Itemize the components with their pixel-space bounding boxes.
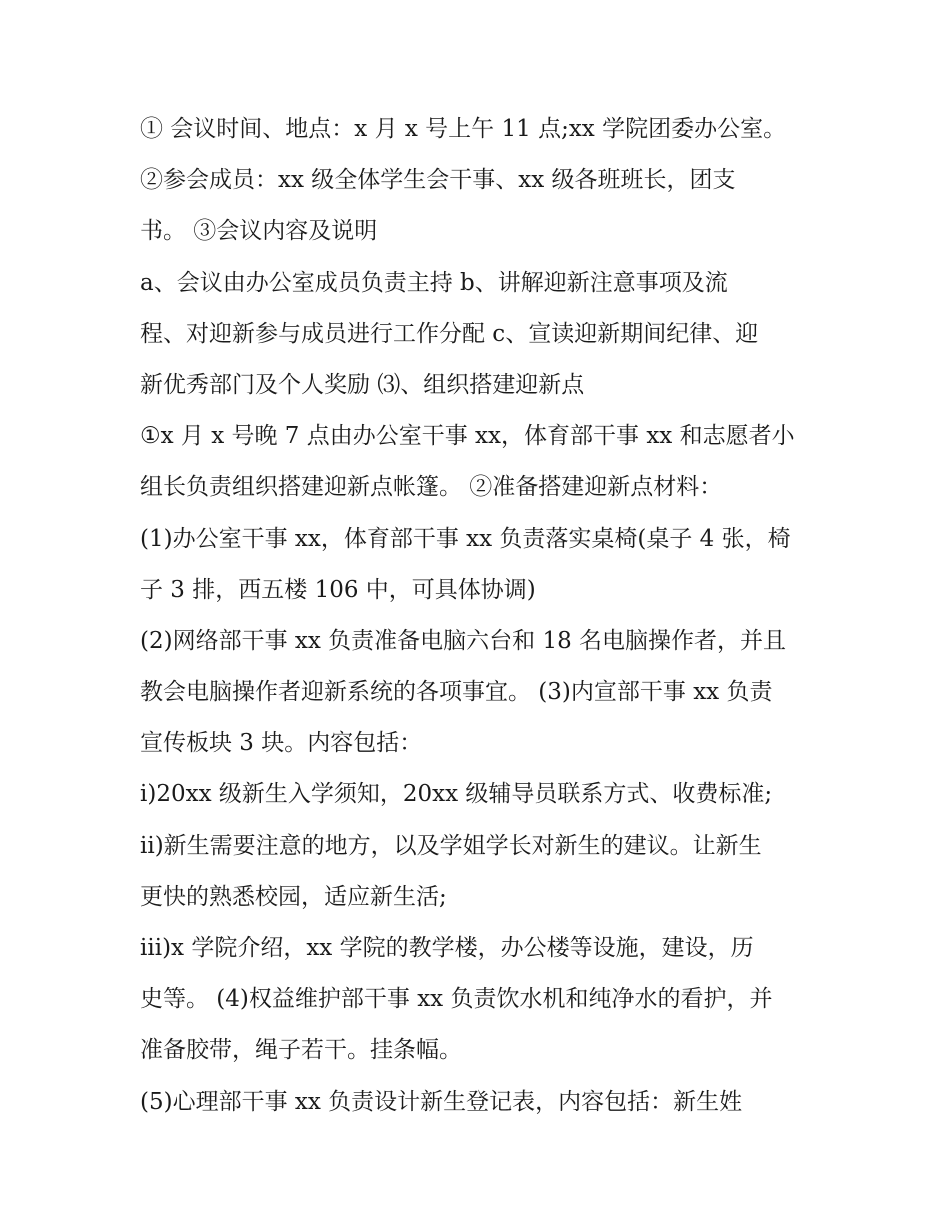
text-line: (5)心理部干事 xx 负责设计新生登记表，内容包括：新生姓	[140, 1088, 743, 1115]
text-line: iii)x 学院介绍，xx 学院的教学楼，办公楼等设施，建设，历	[140, 935, 754, 961]
text-line: 宣传板块 3 块。内容包括：	[140, 730, 423, 757]
document-body	[140, 104, 820, 1128]
text-line: 子 3 排，西五楼 106 中，可具体协调)	[140, 576, 536, 603]
text-line: ①x 月 x 号晚 7 点由办公室干事 xx，体育部干事 xx 和志愿者小	[140, 423, 795, 450]
text-line: (2)网络部干事 xx 负责准备电脑六台和 18 名电脑操作者，并且	[140, 627, 787, 654]
text-line: ① 会议时间、地点：x 月 x 号上午 11 点;xx 学院团委办公室。	[140, 116, 787, 142]
text-line: ②参会成员：xx 级全体学生会干事、xx 级各班班长，团支	[140, 167, 736, 194]
text-line: 程、对迎新参与成员进行工作分配 c、宣读迎新期间纪律、迎	[140, 320, 759, 347]
text-line: 教会电脑操作者迎新系统的各项事宜。 (3)内宣部干事 xx 负责	[140, 679, 773, 706]
text-line: 书。 ③会议内容及说明	[140, 218, 378, 245]
text-line: 更快的熟悉校园，适应新生活;	[140, 883, 447, 910]
text-line: 准备胶带，绳子若干。挂条幅。	[140, 1037, 462, 1064]
text-line: (1)办公室干事 xx，体育部干事 xx 负责落实桌椅(桌子 4 张，椅	[140, 525, 791, 552]
text-line: 新优秀部门及个人奖励 ⑶、组织搭建迎新点	[140, 371, 585, 398]
text-line: i)20xx 级新生入学须知，20xx 级辅导员联系方式、收费标准;	[140, 781, 773, 808]
text-line: a、会议由办公室成员负责主持 b、讲解迎新注意事项及流	[140, 269, 728, 296]
text-line: 组长负责组织搭建迎新点帐篷。 ②准备搭建迎新点材料：	[140, 474, 723, 501]
text-line: ii)新生需要注意的地方，以及学姐学长对新生的建议。让新生	[140, 832, 762, 859]
text-line: 史等。 (4)权益维护部干事 xx 负责饮水机和纯净水的看护，并	[140, 986, 773, 1013]
